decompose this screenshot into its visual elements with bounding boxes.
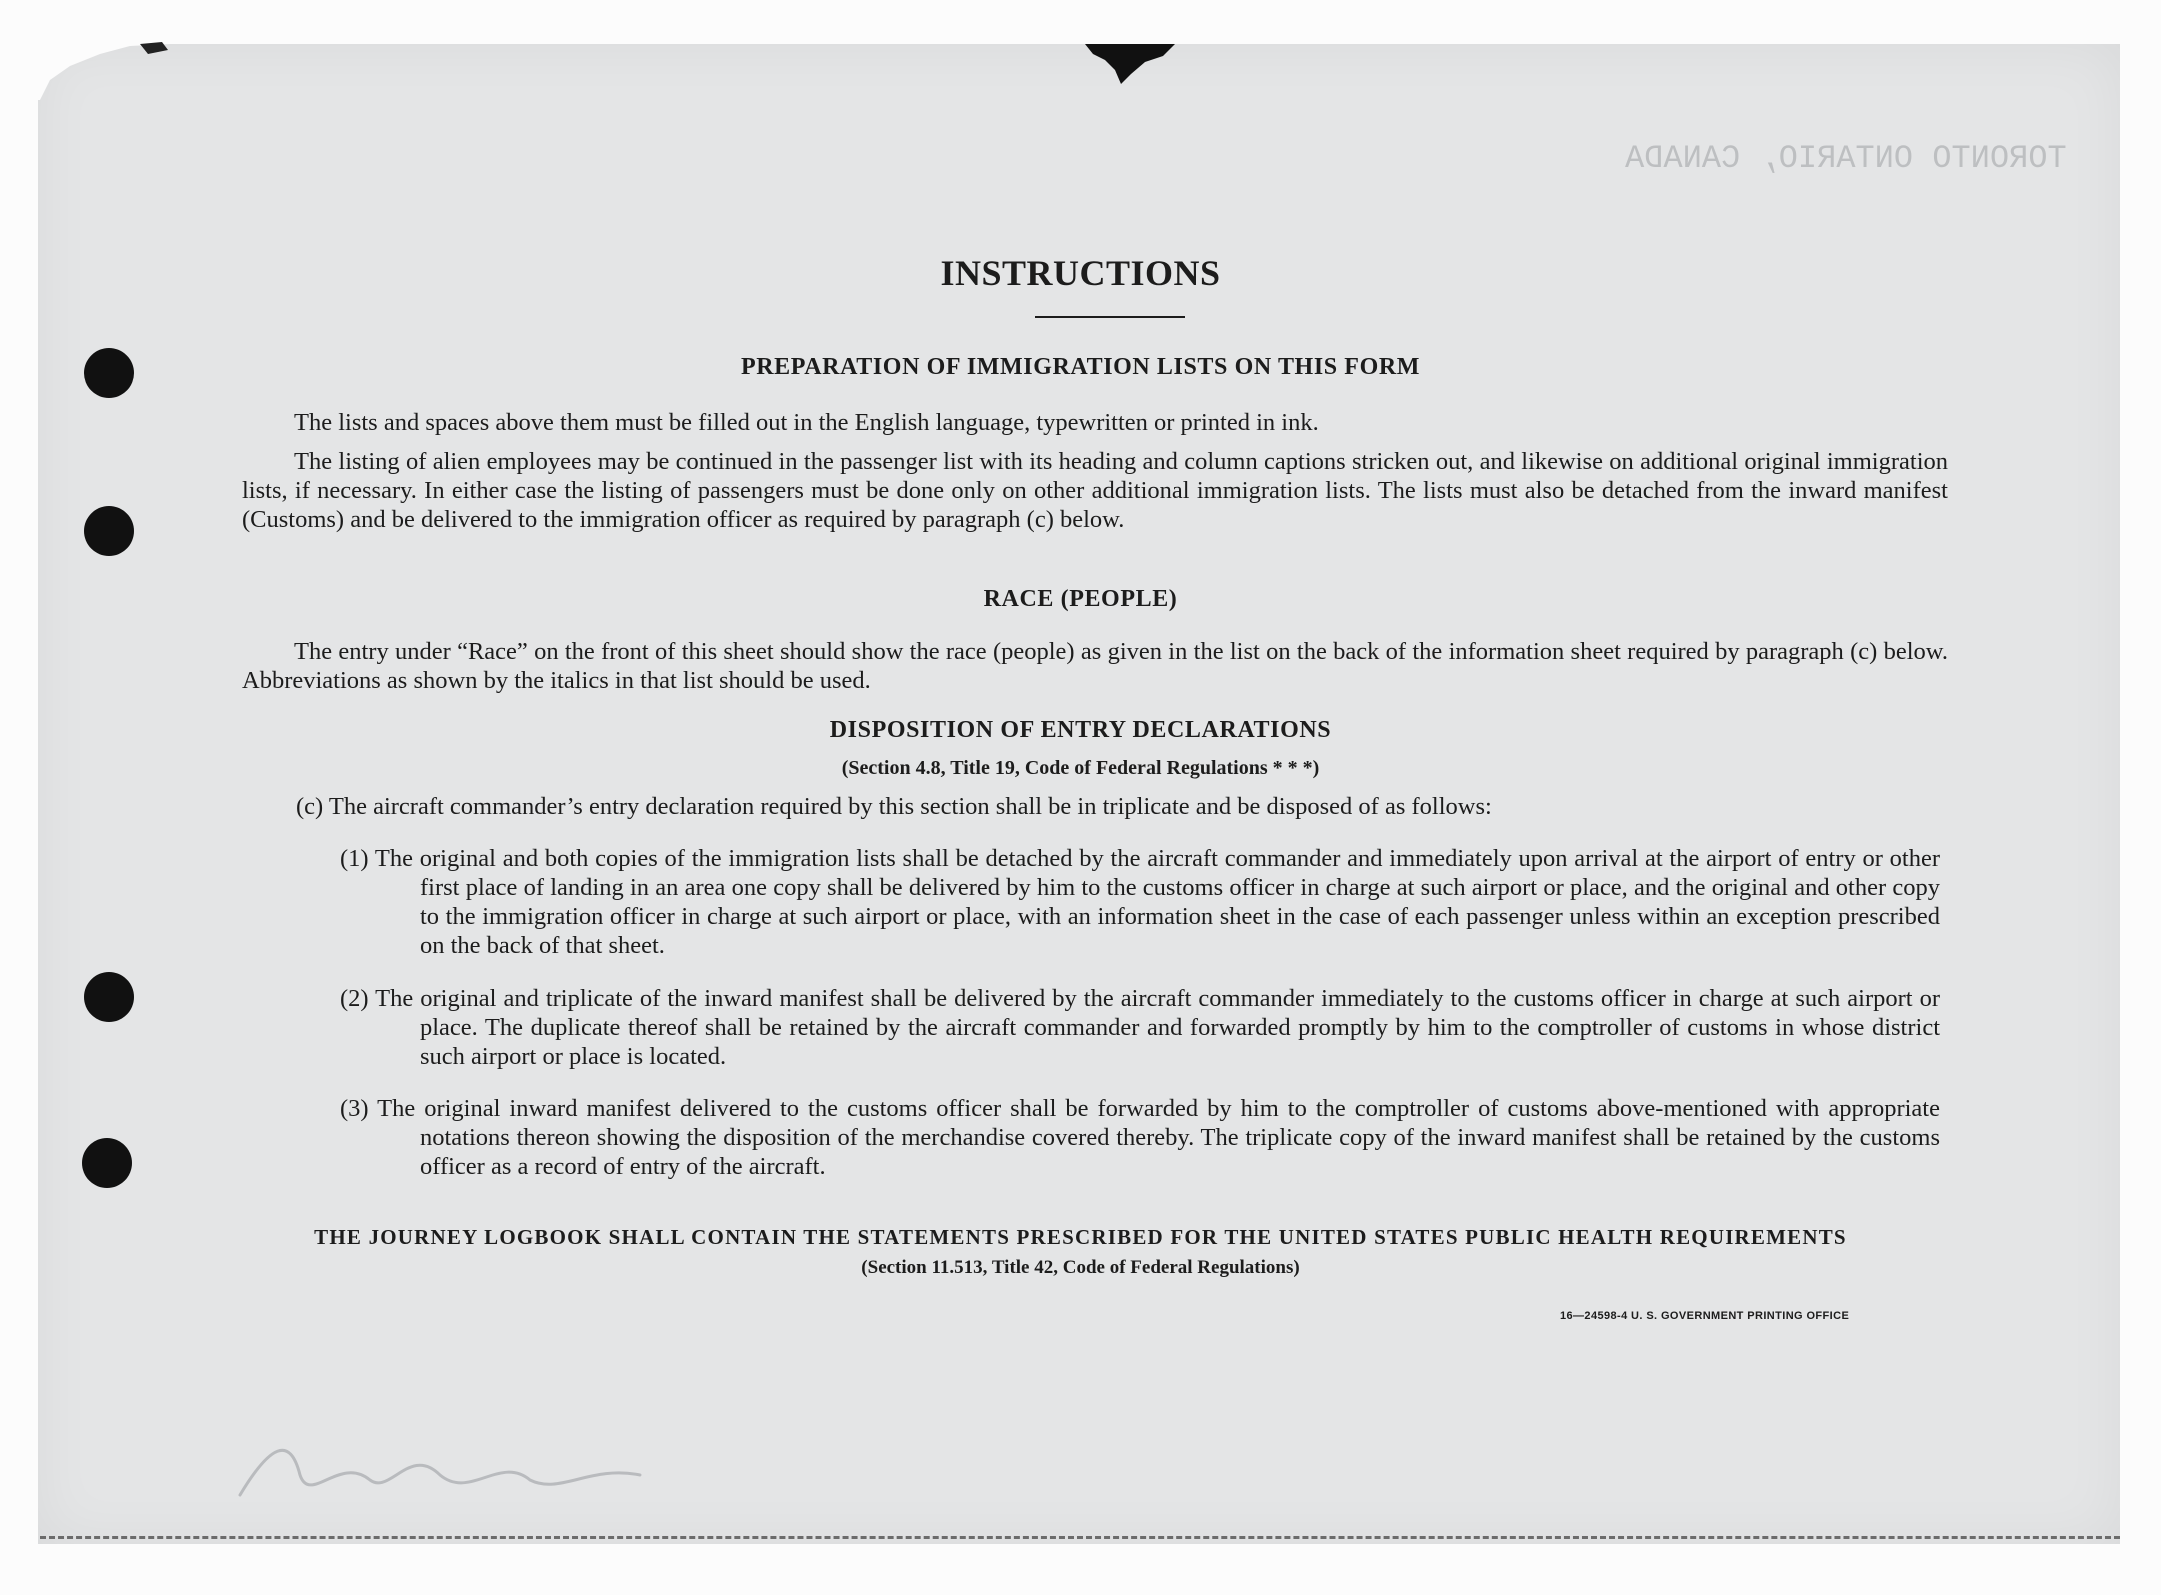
disposition-item-2: (2) The original and triplicate of the inward manifest shall be delivered by the aircraft commander immediately to the customs officer in charge at such airport or place. The duplicate thereof shall be retained by the aircraft commander and forwarded promptly by him to the comptroller of customs in whose district such airport or place is located. [340,985,1940,1070]
disposition-intro: (c) The aircraft commander’s entry declaration required by this section shall be in triplicate and be disposed of as follows: [296,793,1492,820]
bleed-through-text: TORONTO ONTARIO, CANADA [1625,140,2067,177]
disposition-item-3: (3) The original inward manifest delivered to the customs officer shall be forwarded by him to the comptroller of customs above-mentioned with appropriate notations thereon showing the disposition of the merchandise covered thereby. The triplicate copy of the inward manifest shall be retained by the customs officer as a record of entry of the aircraft. [340,1095,1940,1180]
punch-hole [82,1138,132,1188]
race-paragraph: The entry under “Race” on the front of this sheet should show the race (people) as given in the list on the back of the information sheet required by paragraph (c) below. Abbreviations as shown by the italics in that list should be used. [242,638,1948,694]
printing-office-code: 16—24598-4 U. S. GOVERNMENT PRINTING OFFICE [1560,1310,1850,1322]
section-heading-disposition: DISPOSITION OF ENTRY DECLARATIONS [829,717,1332,743]
section-heading-race: RACE (PEOPLE) [983,586,1178,612]
punch-hole [84,506,134,556]
section-heading-preparation: PREPARATION OF IMMIGRATION LISTS ON THIS FORM [740,354,1421,380]
title-underline [1035,316,1185,318]
preparation-paragraph-2: The listing of alien employees may be continued in the passenger list with its heading and column captions stricken out, and likewise on additional original immigration lists, if necessary. In either case the listing of passengers must be done only on other additional immigration lists. The lists must also be detached from the inward manifest (Customs) and be delivered to the immigration officer as required by paragraph (c) below. [242,448,1948,533]
punch-hole [84,972,134,1022]
faint-signature [230,1425,650,1515]
preparation-paragraph-1: The lists and spaces above them must be filled out in the English language, typewritten or printed in ink. [294,409,1319,436]
torn-left-corner [30,40,170,100]
disposition-item-1: (1) The original and both copies of the immigration lists shall be detached by the aircraft commander and immediately upon arrival at the airport of entry or other first place of landing in an area one copy shall be delivered by him to the customs officer in charge at such airport or place, and the original and other copy to the immigration officer in charge at such airport or place, with an information sheet in the case of each passenger unless within an exception prescribed on the back of that sheet. [340,845,1940,959]
public-health-statement: THE JOURNEY LOGBOOK SHALL CONTAIN THE STATEMENTS PRESCRIBED FOR THE UNITED STATES PUBLIC HEALTH REQUIREMENTS [314,1225,1847,1249]
torn-corner [1085,44,1175,114]
public-health-citation: (Section 11.513, Title 42, Code of Federal Regulations) [861,1257,1300,1278]
page-title: INSTRUCTIONS [940,253,1221,293]
paper-bottom-edge [40,1536,2120,1539]
disposition-citation: (Section 4.8, Title 19, Code of Federal Regulations * * *) [841,757,1320,779]
